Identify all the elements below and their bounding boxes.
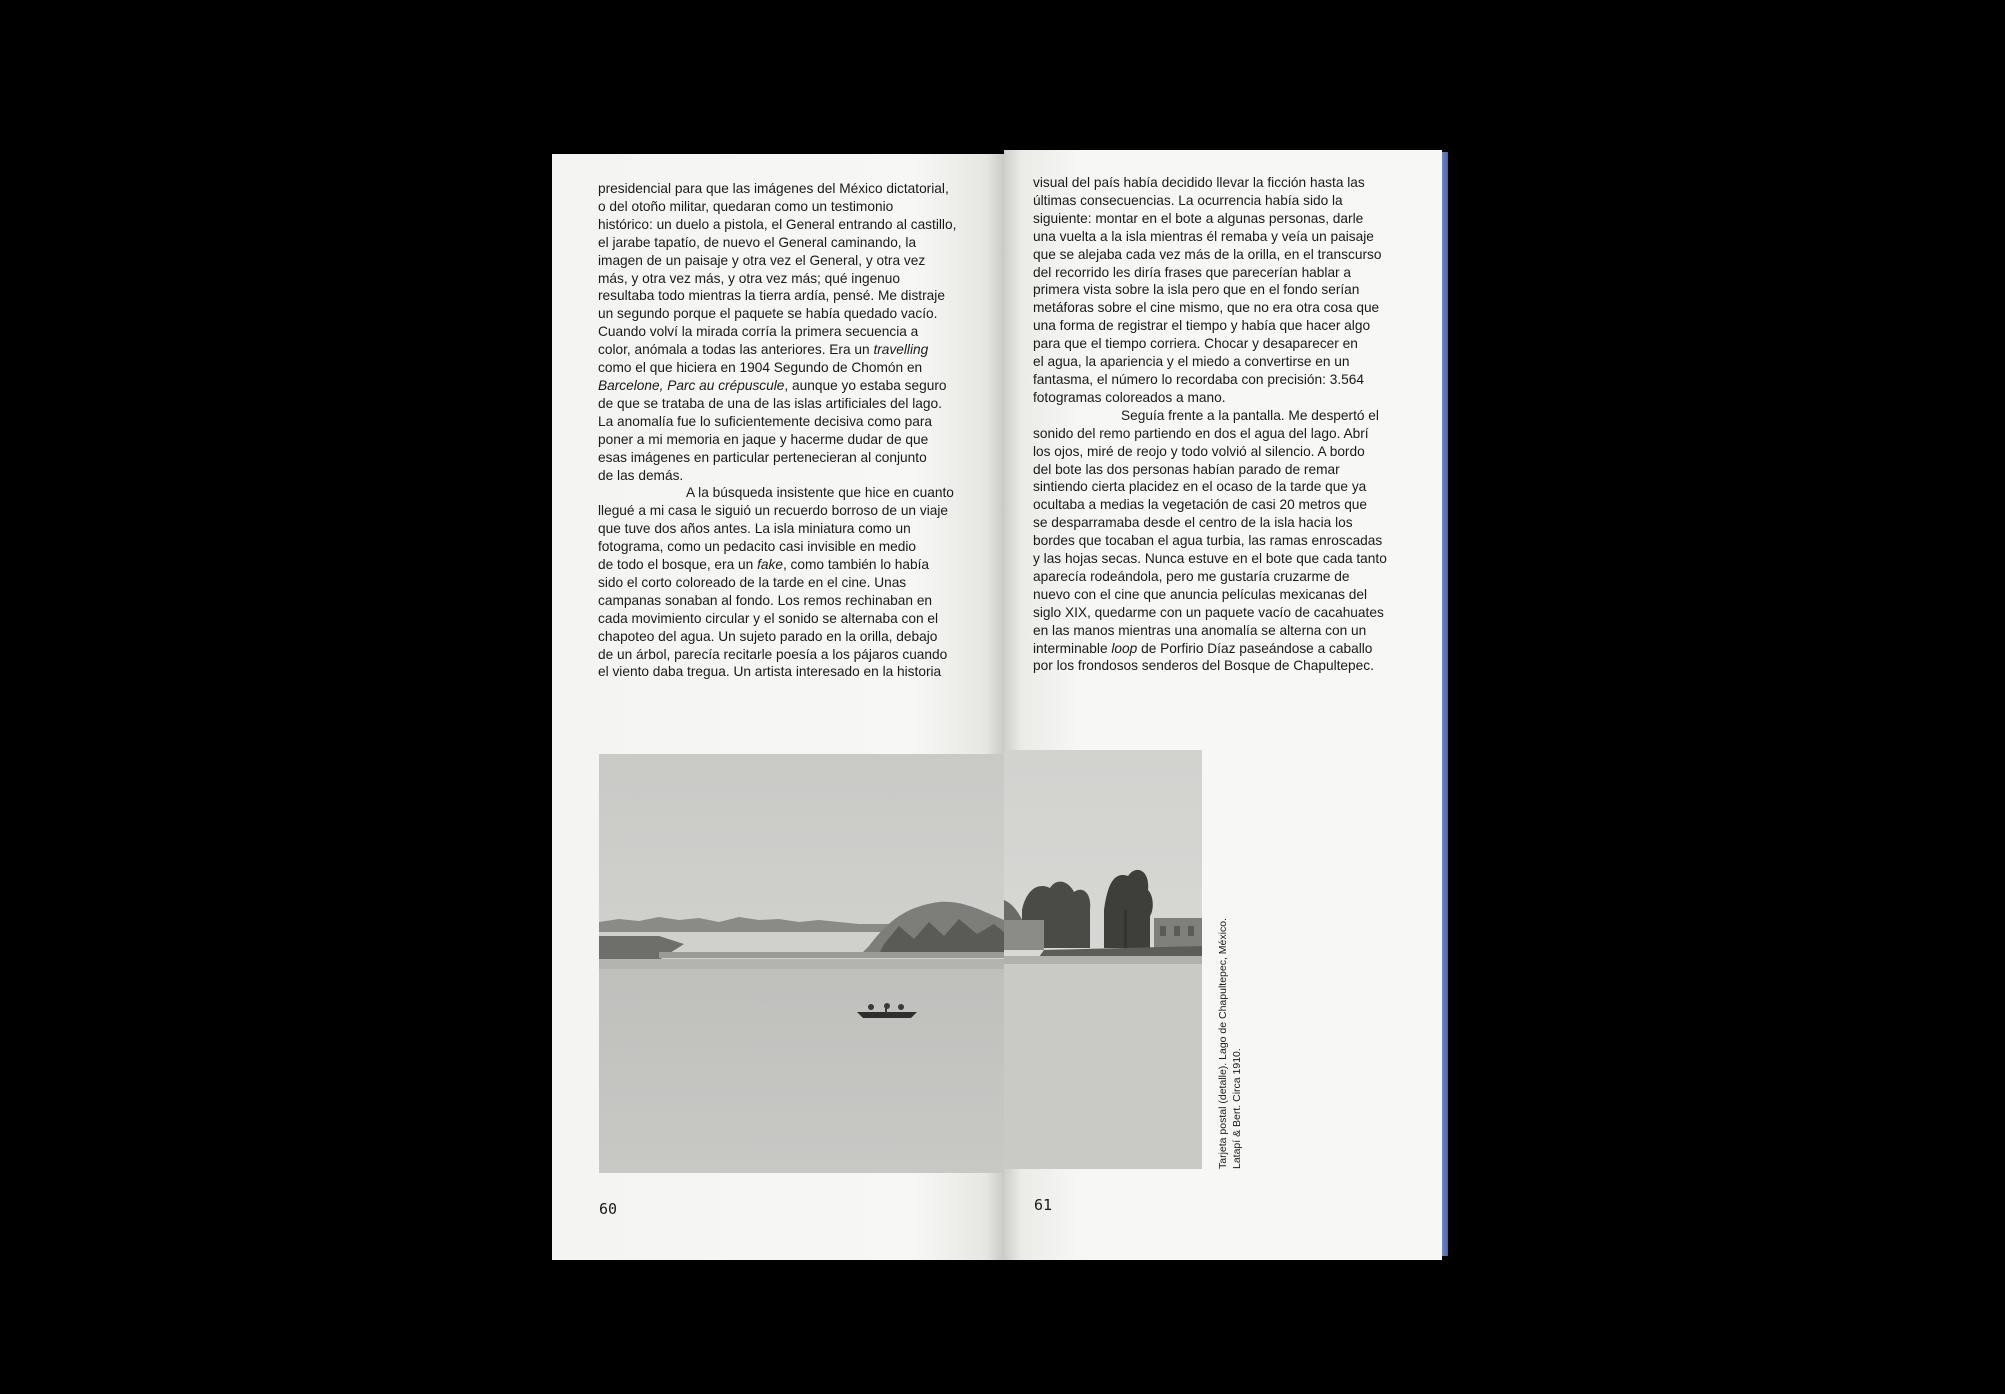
page-number-right: 61 xyxy=(1034,1196,1053,1214)
text-line: en las manos mientras una anomalía se alterna con un xyxy=(1033,622,1367,638)
text-line: fotogramas coloreados a mano. xyxy=(1033,389,1226,405)
photo-caption xyxy=(1216,869,1244,1169)
text-line: los ojos, miré de reojo y todo volvió al silencio. A bordo xyxy=(1033,443,1365,459)
lake-photo-right xyxy=(1004,750,1202,1169)
right-paragraph-2 xyxy=(1033,407,1393,676)
left-paragraph-2 xyxy=(598,484,970,681)
text-line: siguiente: montar en el bote a algunas personas, darle xyxy=(1033,210,1364,226)
text-line: un segundo porque el paquete se había quedado vacío. xyxy=(598,306,938,322)
text-line: por los frondosos senderos del Bosque de Chapultepec. xyxy=(1033,658,1374,674)
text-line: La anomalía fue lo suficientemente decisiva como para xyxy=(598,413,933,429)
text-line: sintiendo cierta placidez en el ocaso de la tarde que ya xyxy=(1033,479,1367,495)
text-line: el agua, la apariencia y el miedo a convertirse en un xyxy=(1033,354,1350,370)
italic-film-title: Barcelone, Parc au crépuscule xyxy=(598,377,785,393)
text-line: Seguía frente a la pantalla. Me despertó el xyxy=(1121,407,1379,423)
text-line: A la búsqueda insistente que hice en cuanto xyxy=(686,485,954,501)
text-line: o del otoño militar, quedaran como un testimonio xyxy=(598,198,894,214)
text-line: se desparramaba desde el centro de la isla hacia los xyxy=(1033,515,1353,531)
text-line: nuevo con el cine que anuncia películas mexicanas del xyxy=(1033,586,1368,602)
postcard-photo-right-half xyxy=(1004,750,1202,1169)
text-line: aparecía rodeándola, pero me gustaría cruzarme de xyxy=(1033,568,1350,584)
text-line: , como también lo había xyxy=(782,557,930,573)
text-line: de todo el bosque, era un xyxy=(598,557,754,573)
text-line: chapoteo del agua. Un sujeto parado en la orilla, debajo xyxy=(598,628,938,644)
text-line: de un árbol, parecía recitarle poesía a los pájaros cuando xyxy=(598,646,948,662)
text-line: sonido del remo partiendo en dos el agua del lago. Abrí xyxy=(1033,425,1369,441)
text-line: esas imágenes en particular pertenecieran al conjunto xyxy=(598,449,927,465)
text-line: últimas consecuencias. La ocurrencia había sido la xyxy=(1033,192,1343,208)
text-line: fotograma, como un pedacito casi invisible en medio xyxy=(598,539,917,555)
text-line: de las demás. xyxy=(598,467,684,483)
text-line: , aunque yo estaba seguro xyxy=(784,377,947,393)
text-line: que tuve dos años antes. La isla miniatura como un xyxy=(598,521,911,537)
text-line: ocultaba a medias la vegetación de casi 20 metros que xyxy=(1033,497,1368,513)
italic-term: travelling xyxy=(873,342,929,358)
left-page xyxy=(552,154,1004,1260)
text-line: para que el tiempo corriera. Chocar y desaparecer en xyxy=(1033,336,1358,352)
text-line: del recorrido les diría frases que parecerían hablar a xyxy=(1033,264,1352,280)
text-line: y las hojas secas. Nunca estuve en el bote que cada tanto xyxy=(1033,551,1387,567)
text-line: sido el corto coloreado de la tarde en el cine. Unas xyxy=(598,574,907,590)
text-line: una vuelta a la isla mientras él remaba y veía un paisaje xyxy=(1033,228,1374,244)
left-text-column xyxy=(598,180,970,681)
text-line: bordes que tocaban el agua turbia, las ramas enroscadas xyxy=(1033,533,1383,549)
text-line: una forma de registrar el tiempo y había que hacer algo xyxy=(1033,318,1371,334)
text-line: el jarabe tapatío, de nuevo el General caminando, la xyxy=(598,234,917,250)
caption-line: Tarjeta postal (detalle). Lago de Chapultepec, México. xyxy=(1217,918,1229,1169)
postcard-photo-left-half xyxy=(599,754,1004,1173)
italic-term: loop xyxy=(1111,640,1138,656)
text-line: visual del país había decidido llevar la ficción hasta las xyxy=(1033,175,1365,190)
text-line: llegué a mi casa le siguió un recuerdo borroso de un viaje xyxy=(598,503,949,519)
text-line: color, anómala a todas las anteriores. Era un xyxy=(598,342,870,358)
text-line: primera vista sobre la isla pero que en el fondo serían xyxy=(1033,282,1360,298)
text-line: el viento daba tregua. Un artista interesado en la historia xyxy=(598,664,942,680)
text-line: que se alejaba cada vez más de la orilla, en el transcurso xyxy=(1033,246,1382,262)
text-line: del bote las dos personas habían parado de remar xyxy=(1033,461,1340,477)
text-line: Cuando volví la mirada corría la primera secuencia a xyxy=(598,324,919,340)
text-line: de que se trataba de una de las islas artificiales del lago. xyxy=(598,395,942,411)
text-line: como el que hiciera en 1904 Segundo de Chomón en xyxy=(598,360,923,376)
right-text-column xyxy=(1033,174,1393,675)
right-page xyxy=(1004,150,1442,1260)
cover-edge xyxy=(1442,152,1448,1256)
text-line: siglo XIX, quedarme con un paquete vacío de cacahuates xyxy=(1033,604,1384,620)
lake-photo-left xyxy=(599,754,1004,1173)
italic-term: fake xyxy=(757,557,783,573)
page-number-left: 60 xyxy=(599,1200,618,1218)
text-line: poner a mi memoria en jaque y hacerme dudar de que xyxy=(598,431,929,447)
text-line: resultaba todo mientras la tierra ardía, pensé. Me distraje xyxy=(598,288,945,304)
right-paragraph-1 xyxy=(1033,174,1393,407)
text-line: campanas sonaban al fondo. Los remos rechinaban en xyxy=(598,592,933,608)
text-line: de Porfirio Díaz paseándose a caballo xyxy=(1141,640,1373,656)
left-paragraph-1 xyxy=(598,180,970,484)
text-line: cada movimiento circular y el sonido se alternaba con el xyxy=(598,610,939,626)
text-line: metáforas sobre el cine mismo, que no era otra cosa que xyxy=(1033,300,1380,316)
text-line: imagen de un paisaje y otra vez el General, y otra vez xyxy=(598,252,926,268)
text-line: presidencial para que las imágenes del México dictatorial, xyxy=(598,181,949,196)
text-line: más, y otra vez más, y otra vez más; qué ingenuo xyxy=(598,270,901,286)
open-book xyxy=(552,150,1448,1260)
text-line: interminable xyxy=(1033,640,1108,656)
caption-line: Latapí & Bert. Circa 1910. xyxy=(1231,1048,1243,1169)
text-line: histórico: un duelo a pistola, el General entrando al castillo, xyxy=(598,216,957,232)
text-line: fantasma, el número lo recordaba con precisión: 3.564 xyxy=(1033,371,1364,387)
